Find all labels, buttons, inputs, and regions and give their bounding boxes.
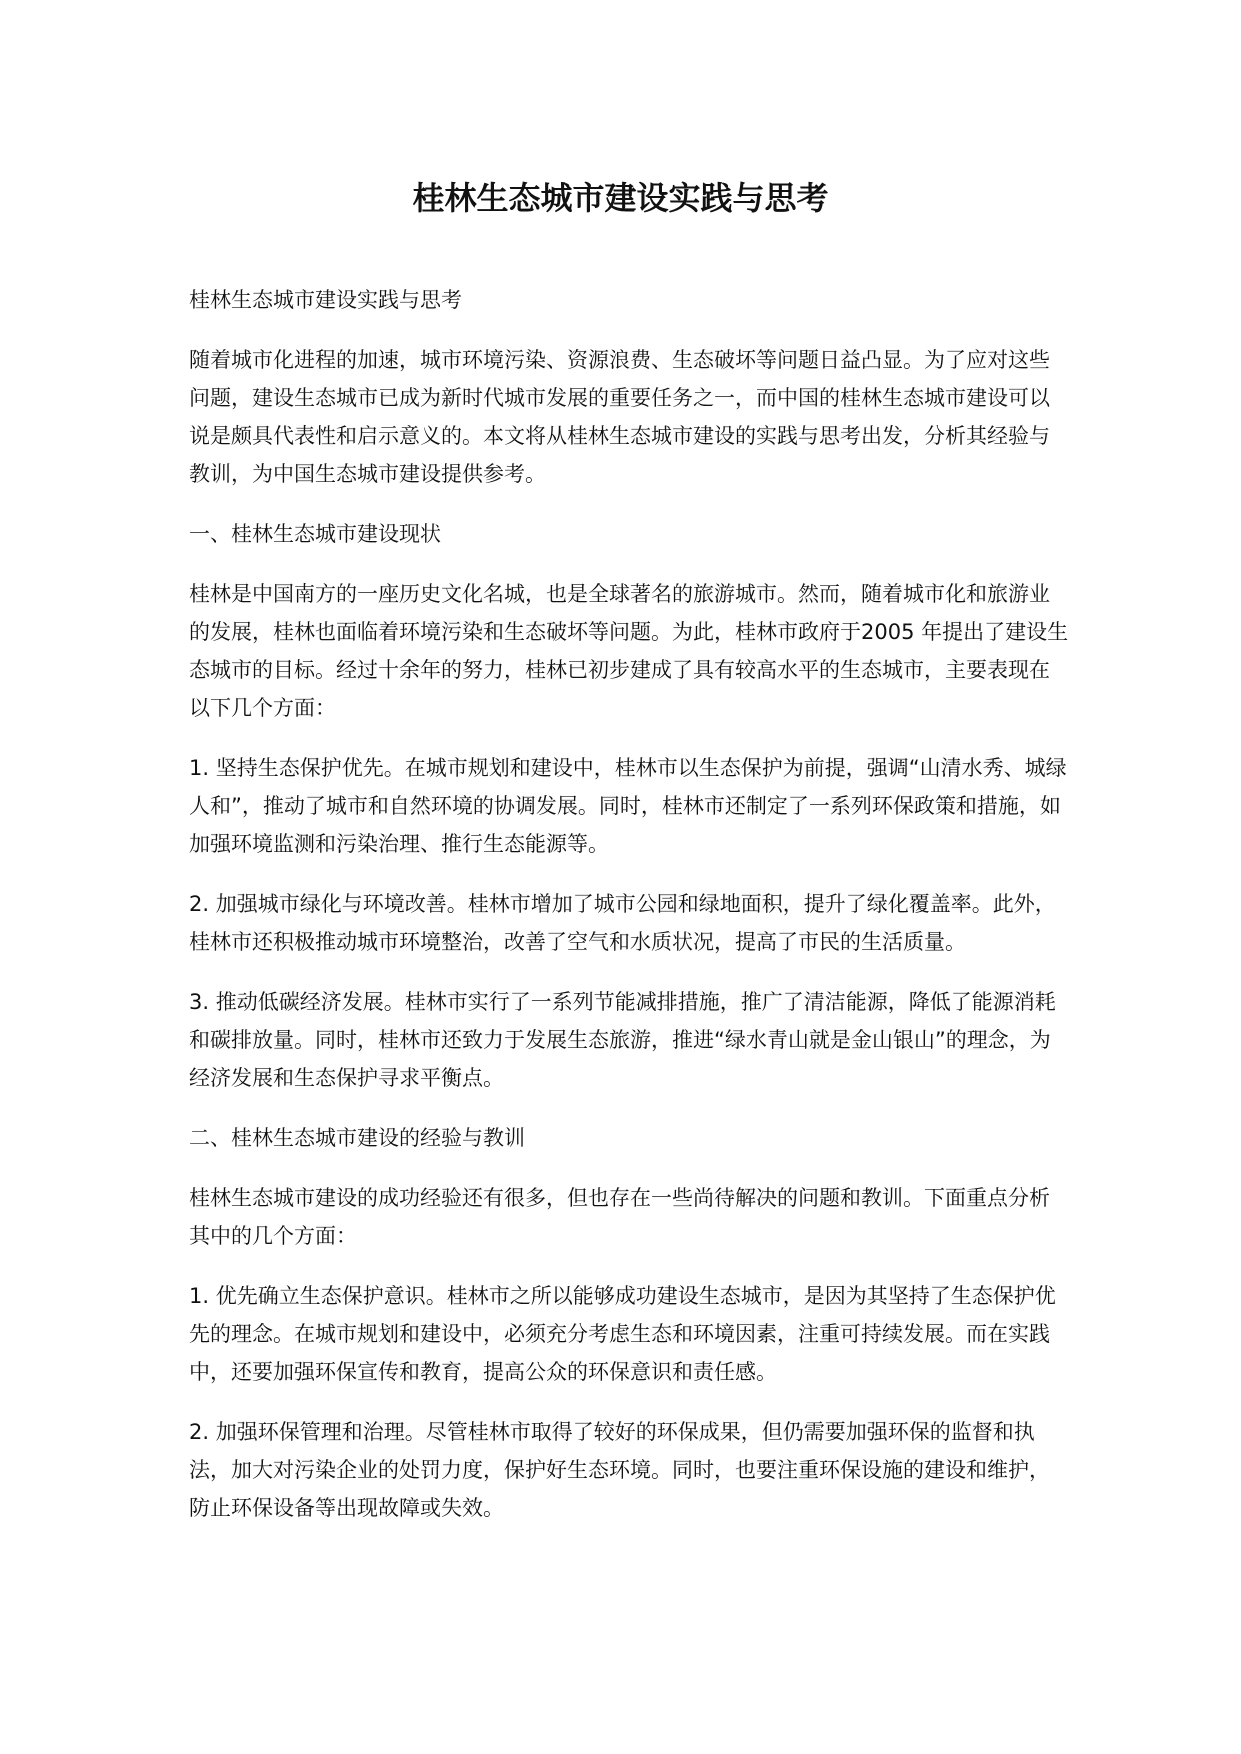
section-1-item-3: 3. 推动低碳经济发展。桂林市实行了一系列节能减排措施，推广了清洁能源，降低了能源消耗和碳排放量。同时，桂林市还致力于发展生态旅游，推进“绿水青山就是金山银山”的理念，为经济发展和生态保护寻求平衡点。	[189, 990, 1056, 1090]
section-1-heading: 一、桂林生态城市建设现状	[189, 522, 441, 546]
section-2-heading: 二、桂林生态城市建设的经验与教训	[189, 1126, 525, 1150]
section-1-item-2: 2. 加强城市绿化与环境改善。桂林市增加了城市公园和绿地面积，提升了绿化覆盖率。此外，桂林市还积极推动城市环境整治，改善了空气和水质状况，提高了市民的生活质量。	[189, 892, 1056, 954]
section-2-body: 桂林生态城市建设的成功经验还有很多，但也存在一些尚待解决的问题和教训。下面重点分析其中的几个方面：	[189, 1186, 1050, 1248]
section-1-item-1: 1. 坚持生态保护优先。在城市规划和建设中，桂林市以生态保护为前提，强调“山清水秀、城绿人和”，推动了城市和自然环境的协调发展。同时，桂林市还制定了一系列环保政策和措施，如加强环境监测和污染治理、推行生态能源等。	[189, 756, 1067, 856]
document-body	[189, 281, 1069, 1549]
section-2-item-1: 1. 优先确立生态保护意识。桂林市之所以能够成功建设生态城市，是因为其坚持了生态保护优先的理念。在城市规划和建设中，必须充分考虑生态和环境因素，注重可持续发展。而在实践中，还要加强环保宣传和教育，提高公众的环保意识和责任感。	[189, 1284, 1056, 1384]
document-subtitle: 桂林生态城市建设实践与思考	[189, 288, 462, 312]
section-2-item-2: 2. 加强环保管理和治理。尽管桂林市取得了较好的环保成果，但仍需要加强环保的监督和执法，加大对污染企业的处罚力度，保护好生态环境。同时，也要注重环保设施的建设和维护，防止环保设备等出现故障或失效。	[189, 1420, 1050, 1520]
document-title: 桂林生态城市建设实践与思考	[412, 179, 829, 217]
intro-paragraph: 随着城市化进程的加速，城市环境污染、资源浪费、生态破坏等问题日益凸显。为了应对这些问题，建设生态城市已成为新时代城市发展的重要任务之一，而中国的桂林生态城市建设可以说是颇具代表性和启示意义的。本文将从桂林生态城市建设的实践与思考出发，分析其经验与教训，为中国生态城市建设提供参考。	[189, 348, 1050, 486]
section-1-body: 桂林是中国南方的一座历史文化名城，也是全球著名的旅游城市。然而，随着城市化和旅游业的发展，桂林也面临着环境污染和生态破坏等问题。为此，桂林市政府于2005 年提出了建设生态城市的目标。经过十余年的努力，桂林已初步建成了具有较高水平的生态城市，主要表现在以下几个方面：	[189, 582, 1069, 720]
